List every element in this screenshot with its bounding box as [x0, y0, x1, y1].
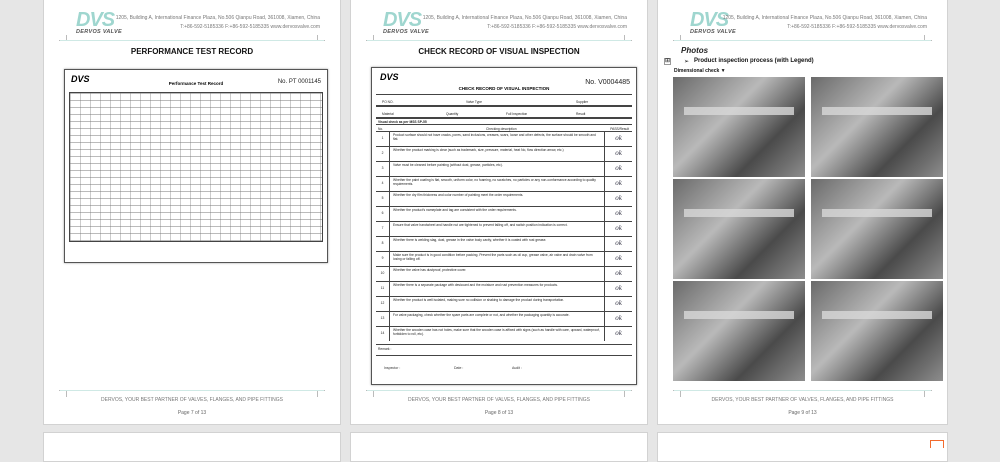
check-description: Ensure that valve handwheel and handle nut are tightened to prevent falling off, and switch position indication is correct. [393, 223, 568, 227]
check-description: Whether the paint coating is flat, smooth, uniform color, no foaming, no scratches, no particles or any non-conformance according to quality requirements. [393, 178, 596, 186]
check-row [376, 191, 632, 206]
photo [811, 281, 943, 381]
check-number: 10 [376, 267, 390, 281]
check-row [376, 281, 632, 296]
check-number: 9 [376, 252, 390, 266]
company-address: 1205, Building A, International Finance Plaza, No.506 Qianpu Road, 361008, Xiamen, China T:+86-592-5185336 F:+86-592-5185335 www.dervosvalve.com [422, 15, 627, 30]
page-9: DVS DERVOS VALVE 1205, Building A, International Finance Plaza, No.506 Qianpu Road, 361008, Xiamen, China T:+86-592-5185336 F:+86-592-5185335 www.dervosvalve.com Photos ⊞ ➢ Product inspection process (with Legend) Dimensional check ▼ DERVOS, YOUR BEST PARTNER OF VALVES, FLANGES, AND PIPE FITTINGS Page 9 of 13 [657, 0, 948, 425]
check-description: Valve must be cleaned before painting (without dust, grease, particles, etc). [393, 163, 503, 167]
check-result: ok [604, 267, 632, 281]
page-number: Page 7 of 13 [177, 410, 207, 416]
check-row [376, 206, 632, 221]
check-description: Whether the wooden case has not holes, make sure that the wooden case is affixed with signs (such as handle with care, upward, waterproof, forbidden to roll, etc). [393, 328, 600, 336]
check-result: ok [604, 327, 632, 341]
check-row [376, 236, 632, 251]
page-header [658, 0, 947, 39]
bullet-arrow-icon: ➢ [684, 59, 690, 65]
company-logo: DVS DERVOS VALVE [76, 9, 122, 35]
company-logo: DVS DERVOS VALVE [383, 9, 429, 35]
check-description: For valve packaging, check whether the spare parts are complete or not, and whether the packaging quantity is accurate. [393, 313, 570, 317]
company-address: 1205, Building A, International Finance Plaza, No.506 Qianpu Road, 361008, Xiamen, China T:+86-592-5185336 F:+86-592-5185335 www.dervosvalve.com [115, 15, 320, 30]
footer-slogan: DERVOS, YOUR BEST PARTNER OF VALVES, FLANGES, AND PIPE FITTINGS [101, 397, 283, 403]
photo [811, 179, 943, 279]
check-result: ok [604, 252, 632, 266]
photo [673, 281, 805, 381]
stamp-mark [930, 440, 944, 448]
photos-heading: Photos [681, 46, 709, 55]
photo [811, 77, 943, 177]
check-number: 12 [376, 297, 390, 311]
check-result: ok [604, 222, 632, 236]
check-row [376, 176, 632, 191]
subsection-heading: Dimensional check ▼ [674, 68, 726, 74]
check-result: ok [604, 282, 632, 296]
check-result: ok [604, 192, 632, 206]
check-number: 13 [376, 312, 390, 326]
page-7 [43, 0, 341, 425]
check-description: Make sure the product is in good condition before packing. Prevent the parts such as oil cup, grease valve, air valve and drain valve from losing or falling off. [393, 253, 593, 261]
performance-test-scan: DVS Performance Test Record No. PT 0001145 [64, 69, 328, 263]
check-result: ok [604, 207, 632, 221]
page-10 [43, 432, 341, 462]
photo [673, 77, 805, 177]
check-row [376, 161, 632, 176]
expand-icon[interactable]: ⊞ [665, 58, 671, 64]
check-description: Whether there is welding slag, dust, grease in the valve body cavity, whether it is coated with rust grease. [393, 238, 547, 242]
check-row [376, 266, 632, 281]
check-number: 4 [376, 177, 390, 191]
check-number: 3 [376, 162, 390, 176]
check-description: Whether the product is well isolated, making sure no collision or shaking to damage the product during transportation. [393, 298, 565, 302]
check-row [376, 146, 632, 161]
check-description: Whether the dry film thickness and color number of painting meet the order requirements. [393, 193, 524, 197]
check-result: ok [604, 312, 632, 326]
page-12 [657, 432, 948, 462]
check-row [376, 251, 632, 266]
page-11 [350, 432, 648, 462]
check-row [376, 131, 632, 146]
check-number: 2 [376, 147, 390, 161]
company-address: 1205, Building A, International Finance Plaza, No.506 Qianpu Road, 361008, Xiamen, China T:+86-592-5185336 F:+86-592-5185335 www.dervosvalve.com [722, 15, 927, 30]
check-result: ok [604, 132, 632, 146]
check-description: Whether the product marking is clear (such as trademark, size, pressure, material, heat No, flow direction arrow, etc.) [393, 148, 564, 152]
page-number: Page 9 of 13 [788, 410, 817, 416]
page-header [351, 0, 647, 39]
page-title: PERFORMANCE TEST RECORD [130, 47, 254, 56]
check-description: Product surface should not have cracks, pores, sand inclusions, creases, scars, loose and other defects, the surface should be smooth and flat. [393, 133, 596, 141]
footer-slogan: DERVOS, YOUR BEST PARTNER OF VALVES, FLANGES, AND PIPE FITTINGS [711, 397, 894, 403]
check-number: 5 [376, 192, 390, 206]
company-logo: DVS DERVOS VALVE [690, 9, 736, 35]
check-description: Whether there is a separate package with desiccant and the moisture and rust prevention measures for products. [393, 283, 558, 287]
check-number: 14 [376, 327, 390, 341]
check-description: Whether the product's nameplate and tag are consistent with the order requirements. [393, 208, 517, 212]
check-description: Whether the valve has dustproof, protective cover. [393, 268, 467, 272]
page-number: Page 8 of 13 [484, 410, 514, 416]
check-number: 7 [376, 222, 390, 236]
check-number: 11 [376, 282, 390, 296]
check-number: 8 [376, 237, 390, 251]
page-header [44, 0, 340, 39]
check-row [376, 326, 632, 341]
check-result: ok [604, 297, 632, 311]
check-result: ok [604, 177, 632, 191]
check-row [376, 221, 632, 236]
check-result: ok [604, 162, 632, 176]
check-row [376, 311, 632, 326]
check-result: ok [604, 147, 632, 161]
photo [673, 179, 805, 279]
visual-inspection-scan: DVS CHECK RECORD OF VISUAL INSPECTION No. V0004485 PO NO. Valve Type Supplier Material Quantity Full Inspection Result Visual check as per MSS SP-55 No. Checking description PASS/Result 1 Product surface should not have cracks, pores, sand inclusions, creases, scars, loose and other defects, the surface should be smooth and flat. ok 2 Whether the product marking is clear (such as trademark, size, pressure, material, heat No, flow direction arrow, etc.) ok 3 Valve must be cleaned before painting (without dust, grease, particles, etc). ok 4 Whether the paint coating is flat, smooth, uniform color, no foaming, no scratches, no particles or any non-conformance according to quality requirements. ok 5 Whether the dry film thickness and color number of painting meet the order requirements. ok 6 Whether the product's nameplate and tag are consistent with the order requirements. ok 7 Ensure that valve handwheel and handle nut are tightened to prevent falling off, and switch position indication is correct. ok 8 Whether there is welding slag, dust, grease in the valve body cavity, whether it is coated with rust grease. ok 9 Make sure the product is in good condition before packing. Prevent the parts such as oil cup, grease valve, air valve and drain valve from losing or falling off. ok 10 Whether the valve has dustproof, protective cover. ok 11 Whether there is a separate package with desiccant and the moisture and rust prevention measures for products. ok 12 Whether the product is well isolated, making sure no collision or shaking to damage the product during transportation. ok 13 For valve packaging, check whether the spare parts are complete or not, and whether the packaging quantity is accurate. ok 14 Whether the wooden case has not holes, make sure that the wooden case is affixed with signs (such as handle with care, upward, waterproof, forbidden to roll, etc). ok Remark : Inspector : Date : Audit : [371, 67, 637, 385]
check-number: 6 [376, 207, 390, 221]
check-number: 1 [376, 132, 390, 146]
check-result: ok [604, 237, 632, 251]
footer-slogan: DERVOS, YOUR BEST PARTNER OF VALVES, FLANGES, AND PIPE FITTINGS [408, 397, 590, 403]
page-title: CHECK RECORD OF VISUAL INSPECTION [418, 47, 580, 56]
check-row [376, 296, 632, 311]
page-8 [350, 0, 648, 425]
